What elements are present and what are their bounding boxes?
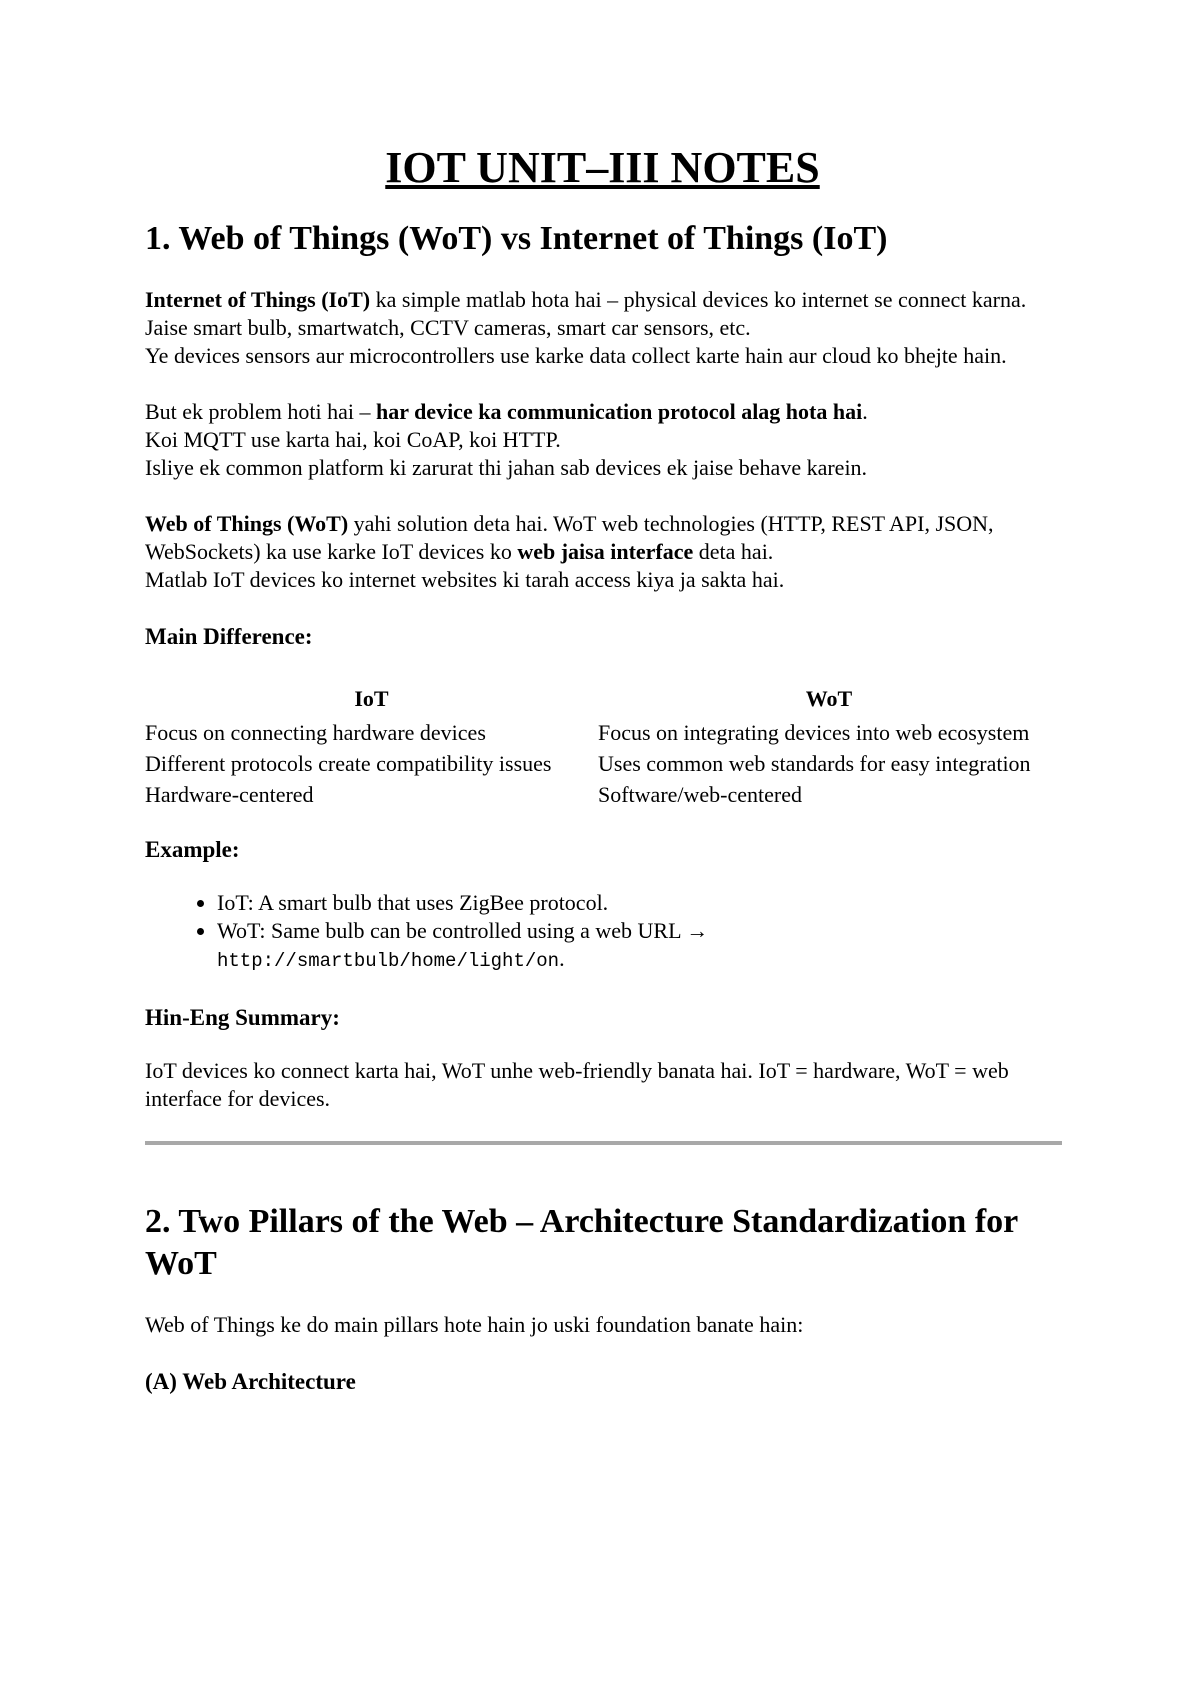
main-difference-heading: Main Difference:: [145, 624, 313, 649]
table-cell: Uses common web standards for easy integration: [598, 751, 1031, 776]
list-item: • IoT: A smart bulb that uses ZigBee protocol.: [217, 889, 1060, 917]
wot-definition-tail: deta hai.: [693, 539, 774, 564]
table-header-wot: WoT: [805, 686, 853, 711]
document-title: IOT UNIT–III NOTES: [385, 143, 820, 192]
protocol-problem-paragraph: [145, 398, 1060, 482]
table-header-iot: IoT: [354, 686, 389, 711]
table-cell: Software/web-centered: [598, 782, 803, 807]
web-architecture-heading: (A) Web Architecture: [145, 1369, 356, 1394]
iot-definition-text: ka simple matlab hota hai – physical devices ko internet se connect karna. Jaise smart bulb, smartwatch, CCTV cameras, smart car sensors, etc.: [145, 287, 1027, 340]
table-row: [145, 749, 1060, 780]
wot-definition-paragraph: [145, 510, 1060, 594]
table-row: [145, 718, 1060, 749]
wot-term: Web of Things (WoT): [145, 511, 349, 536]
summary-paragraph: IoT devices ko connect karta hai, WoT unhe web-friendly banata hai. IoT = hardware, WoT = web interface for devices.: [145, 1058, 1009, 1111]
protocol-examples-line: Koi MQTT use karta hai, koi CoAP, koi HTTP.: [145, 427, 561, 452]
table-cell: Focus on integrating devices into web ecosystem: [598, 720, 1030, 745]
section-2-heading: 2. Two Pillars of the Web – Architecture Standardization for WoT: [145, 1203, 1018, 1282]
wot-meaning-line: Matlab IoT devices ko internet websites ki tarah access kiya ja sakta hai.: [145, 567, 785, 592]
example-heading: Example:: [145, 837, 240, 862]
problem-lead: But ek problem hoti hai –: [145, 399, 376, 424]
iot-term: Internet of Things (IoT): [145, 287, 371, 312]
smartbulb-url: http://smartbulb/home/light/on: [217, 950, 560, 972]
section-1-heading: 1. Web of Things (WoT) vs Internet of Things (IoT): [145, 220, 888, 257]
table-row: [145, 780, 1060, 811]
wot-example-tail: .: [559, 946, 565, 971]
wot-definition-text: yahi solution deta hai. WoT web technologies (HTTP, REST API, JSON, WebSockets) ka use karke IoT devices ko: [145, 511, 994, 564]
table-cell: Focus on connecting hardware devices: [145, 720, 486, 745]
example-list: [145, 889, 1060, 975]
summary-heading: Hin-Eng Summary:: [145, 1005, 340, 1030]
common-platform-line: Isliye ek common platform ki zarurat thi jahan sab devices ek jaise behave karein.: [145, 455, 868, 480]
list-item: [217, 917, 1060, 975]
table-cell: Hardware-centered: [145, 782, 314, 807]
table-cell: Different protocols create compatibility issues: [145, 751, 552, 776]
iot-devices-text: Ye devices sensors aur microcontrollers use karke data collect karte hain aur cloud ko bhejte hain.: [145, 343, 1007, 368]
web-interface-term: web jaisa interface: [517, 539, 694, 564]
iot-definition-paragraph: [145, 286, 1060, 370]
problem-tail: .: [862, 399, 868, 424]
section-2-intro: Web of Things ke do main pillars hote hain jo uski foundation banate hain:: [145, 1312, 804, 1337]
wot-example-text: WoT: Same bulb can be controlled using a web URL →: [217, 918, 709, 943]
table-header-row: [145, 676, 1060, 718]
difference-table: [145, 676, 1060, 811]
problem-emphasis: har device ka communication protocol alag hota hai: [375, 399, 863, 424]
section-divider: [145, 1141, 1062, 1145]
